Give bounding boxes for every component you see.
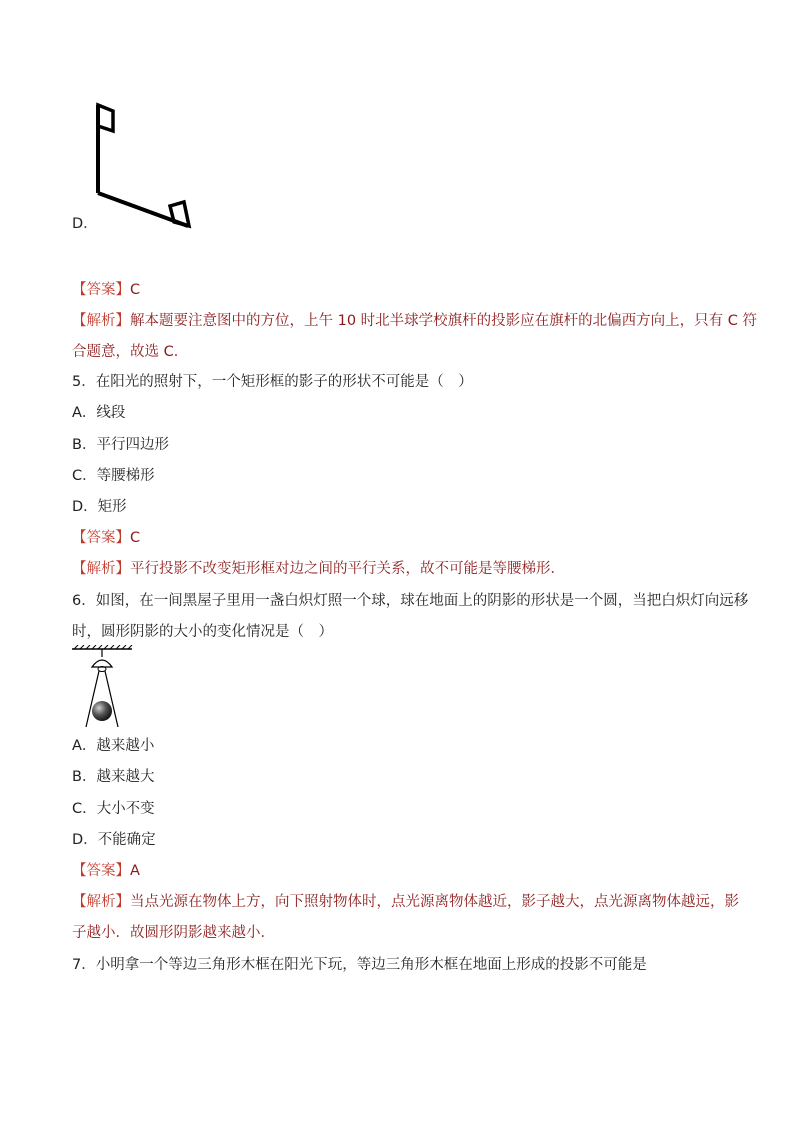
q5-analysis [72,559,565,579]
analysis-tag: 【解析】 [72,894,130,910]
analysis-tag: 【解析】 [72,561,130,577]
q4-analysis-line1 [72,311,757,331]
q5-option-b: B．平行四边形 [72,437,169,453]
q6-option-b: B．越来越大 [72,769,155,785]
analysis-text: 解本题要注意图中的方位，上午 10 时北半球学校旗杆的投影应在旗杆的北偏西方向上，只有 C 符 [130,313,758,329]
q6-analysis-line1 [72,892,739,912]
q6-stem-line2: 时，圆形阴影的大小的变化情况是（ ） [72,624,333,640]
analysis-tag: 【解析】 [72,313,130,329]
option-d-label: D． [72,216,98,232]
q5-option-a: A．线段 [72,405,126,421]
q4-answer [72,280,140,300]
answer-value: C [130,530,141,546]
q5-stem: 5．在阳光的照射下，一个矩形框的影子的形状不可能是（ ） [72,374,473,390]
answer-tag: 【答案】 [72,282,130,298]
analysis-text: 平行投影不改变矩形框对边之间的平行关系，故不可能是等腰梯形． [130,561,565,577]
q6-option-c: C．大小不变 [72,801,155,817]
q6-analysis-line2: 子越小．故圆形阴影越来越小． [72,925,275,941]
answer-tag: 【答案】 [72,530,130,546]
lamp-ball-figure [70,645,136,731]
flagpole-shadow-figure [88,98,198,233]
q5-option-d: D．矩形 [72,499,127,515]
q6-option-a: A．越来越小 [72,738,155,754]
answer-tag: 【答案】 [72,863,130,879]
q4-analysis-line2: 合题意，故选 C． [72,344,189,360]
q6-option-d: D．不能确定 [72,832,156,848]
answer-value: C [130,282,141,298]
q5-answer [72,528,140,548]
answer-value: A [130,863,140,879]
analysis-text: 当点光源在物体上方，向下照射物体时，点光源离物体越近，影子越大，点光源离物体越远，影 [130,894,739,910]
q7-stem: 7．小明拿一个等边三角形木框在阳光下玩，等边三角形木框在地面上形成的投影不可能是 [72,957,647,973]
q6-answer [72,861,140,881]
q6-stem-line1: 6．如图，在一间黑屋子里用一盏白炽灯照一个球，球在地面上的阴影的形状是一个圆，当把白炽灯向远移 [72,593,749,609]
q5-option-c: C．等腰梯形 [72,468,155,484]
